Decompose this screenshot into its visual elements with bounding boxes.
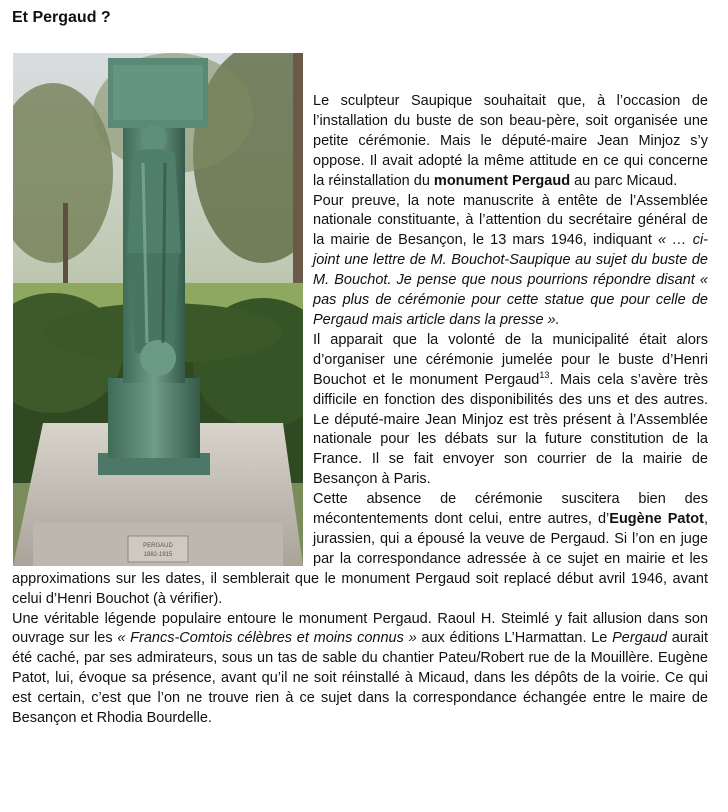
paragraph-2: Pour preuve, la note manuscrite à entête de l’Assemblée nationale constituante, à l’attention du secrétaire général de la mairie de Besançon, le 13 mars 1946, indiquant « … ci-joint une lettre de M. Bouchot-Saupique au sujet du buste de M. Bouchot. Je pense que nous pourrions répondre disant « pas plus de cérémonie pour cette statue que pour celle de Pergaud mais article dans la presse ».: [313, 192, 709, 328]
eugene-patot-bold: Eugène Patot: [609, 511, 704, 528]
note-quote: « … ci-joint une lettre de M. Bouchot-Saupique au sujet du buste de M. Bouchot. Je pense que nous pourrions répondre disant « pas plus de cérémonie pour cette statue que pour celle de Pergaud mais article dans la presse ».: [313, 232, 709, 328]
pergaud-italic: Pergaud: [612, 630, 667, 647]
footnote-ref-13[interactable]: 13: [539, 369, 550, 380]
page-title: Et Pergaud ?: [12, 9, 111, 26]
plaque-line2: 1882-1915: [143, 552, 173, 558]
paragraph-4: Cette absence de cérémonie suscitera bien des mécontentements dont celui, entre autres, d’Eugène Patot, jurassien, qui a épousé la veuve de Pergaud. Si l’on en juge par la correspondance adressée à ce sujet en mairie et les approximations sur les dates, il semblerait que le monument Pergaud soit replacé début avril 1946, avant celui d’Henri Bouchot (à vérifier).: [12, 491, 708, 607]
image-float-spacer: [12, 92, 313, 566]
paragraph-5: Une véritable légende populaire entoure le monument Pergaud. Raoul H. Steimlé y fait allusion dans son ouvrage sur les « Francs-Comtois célèbres et moins connus » aux éditions L’Harmattan. Le Pergaud aurait été caché, par ses admirateurs, sous un tas de sable du chantier Pateu/Robert rue de la Mouillère. Eugène Patot, lui, évoque sa présence, avant qu’il ne soit réinstallé à Micaud, dans les dépôts de la voirie. Ce qui est certain, c’est que l’on ne trouve rien à ce sujet dans la correspondance échangée entre le maire de Besançon et Rhodia Bourdelle.: [12, 610, 708, 727]
book-title-italic: « Francs-Comtois célèbres et moins connus »: [117, 630, 417, 647]
plaque-line1: PERGAUD: [143, 543, 173, 549]
monument-pergaud-bold: monument Pergaud: [433, 172, 571, 189]
article-body: [12, 92, 708, 729]
paragraph-1: Le sculpteur Saupique souhaitait que, à l’occasion de l’installation du buste de son beau-père, soit organisée une petite cérémonie. Mais le député-maire Jean Minjoz s’y oppose. Il avait adopté la même attitude en ce qui concerne la réinstallation du monument Pergaud au parc Micaud.: [313, 93, 708, 189]
paragraph-3: Il apparait que la volonté de la municipalité était alors d’organiser une cérémonie jumelée pour le buste d’Henri Bouchot et le monument Pergaud$^{13}$. Mais cela s’avère très difficile en fonction des disponibilités des uns et des autres. Le député-maire Jean Minjoz est très présent à l’Assemblée nationale pour les débats sur la future constitution de la France. Il se fait envoyer son courrier de la mairie de Besançon à Paris.: [313, 331, 708, 488]
